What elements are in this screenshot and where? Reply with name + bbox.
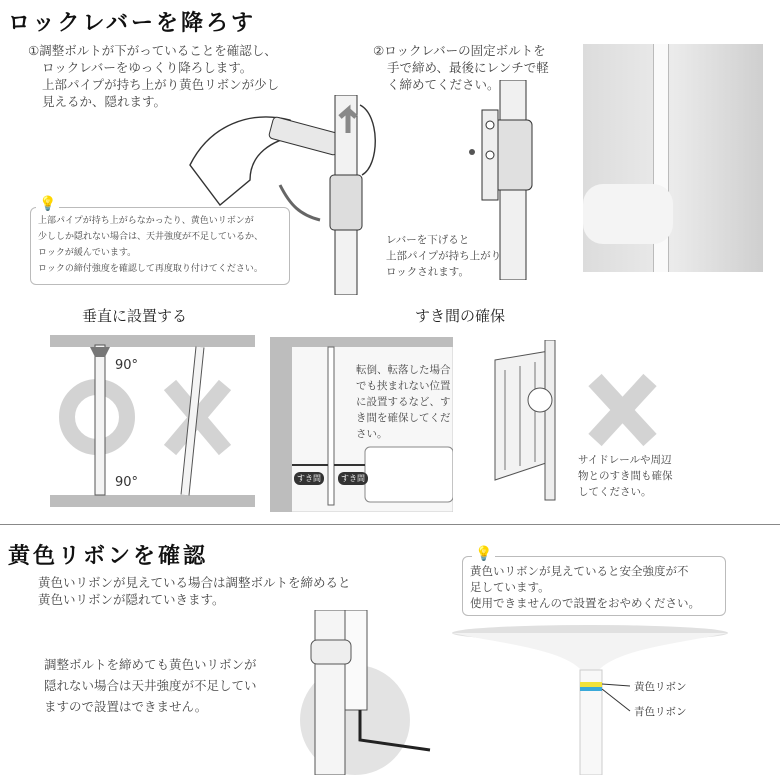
sleeve-in-photo bbox=[583, 184, 673, 244]
lock-note-line-3: ロックが緩んでいます。 bbox=[38, 248, 137, 258]
step1-line-1: ①調整ボルトが下がっていることを確認し、 bbox=[28, 43, 277, 58]
ribbon-note-line-1: 黄色いリボンが見えていると安全強度が不 bbox=[470, 564, 689, 578]
vertical-title: 垂直に設置する bbox=[82, 307, 188, 325]
hands-photo bbox=[583, 44, 763, 272]
ribbon-warning-line-3: ますので設置はできません。 bbox=[44, 699, 208, 714]
ribbon-intro-line-2: 黄色いリボンが隠れていきます。 bbox=[38, 592, 225, 607]
ribbon-warning-line-1: 調整ボルトを締めても黄色いリボンが bbox=[44, 657, 257, 672]
angle-bottom-label: 90° bbox=[115, 475, 139, 490]
step1-line-3: 上部パイプが持ち上がり黄色リボンが少し bbox=[42, 77, 280, 92]
lightbulb-icon: 💡 bbox=[36, 196, 59, 212]
gap-text bbox=[356, 362, 451, 442]
section2-title: 黄色リボンを確認 bbox=[8, 544, 209, 569]
bolt-tightening-illustration bbox=[285, 610, 445, 775]
ribbon-note-line-2: 足しています。 bbox=[470, 580, 550, 594]
step1-line-4: 見えるか、隠れます。 bbox=[42, 94, 167, 109]
section1-title: ロックレバーを降ろす bbox=[8, 11, 257, 36]
blue-ribbon-label: 青色リボン bbox=[634, 706, 687, 718]
lock-note-line-1: 上部パイプが持ち上がらなかったり、黄色いリボンが bbox=[38, 216, 254, 226]
step1-line-2: ロックレバーをゆっくり降ろします。 bbox=[42, 60, 253, 75]
gap-label-left: すき間 bbox=[294, 472, 324, 485]
step2-line-3: く締めてください。 bbox=[387, 77, 500, 92]
ribbon-check-illustration bbox=[450, 625, 740, 775]
gap-label-right: すき間 bbox=[338, 472, 368, 485]
lever-caption-line-3: ロックされます。 bbox=[386, 266, 469, 278]
lightbulb-icon-2: 💡 bbox=[472, 546, 495, 562]
gap-text-line-4: き間を確保してくだ bbox=[356, 412, 451, 424]
gap-text-line-1: 転倒、転落した場合 bbox=[356, 364, 451, 376]
gap-text-line-3: に設置するなど、す bbox=[356, 396, 451, 408]
lever-caption-line-1: レバーを下げると bbox=[386, 234, 470, 246]
lever-caption-line-2: 上部パイプが持ち上がり bbox=[386, 250, 502, 262]
step2-line-2: 手で締め、最後にレンチで軽 bbox=[387, 60, 549, 75]
yellow-ribbon-label: 黄色リボン bbox=[634, 681, 687, 693]
vertical-diagram bbox=[50, 335, 255, 510]
ribbon-intro-text bbox=[38, 574, 351, 608]
angle-top-label: 90° bbox=[115, 358, 139, 373]
ribbon-warning-text bbox=[44, 654, 257, 717]
step2-line-1: ②ロックレバーの固定ボルトを bbox=[373, 43, 546, 58]
side-rail-line-1: サイドレールや周辺 bbox=[578, 454, 672, 466]
side-rail-line-3: してください。 bbox=[578, 486, 652, 498]
lock-note-line-4: ロックの締付強度を確認して再度取り付けてください。 bbox=[38, 264, 263, 274]
section-divider bbox=[0, 524, 780, 525]
ribbon-note-text bbox=[470, 563, 700, 611]
gap-text-line-5: さい。 bbox=[356, 428, 388, 440]
lever-caption bbox=[386, 232, 501, 280]
side-rail-text bbox=[578, 452, 673, 500]
lock-note-line-2: 少ししか隠れない場合は、天井強度が不足しているか、 bbox=[38, 232, 264, 242]
side-rail-line-2: 物とのすき間も確保 bbox=[578, 470, 673, 482]
gap-text-line-2: でも挟まれない位置 bbox=[356, 380, 451, 392]
gap-title: すき間の確保 bbox=[415, 307, 506, 325]
ribbon-note-line-3: 使用できませんので設置をおやめください。 bbox=[470, 596, 700, 610]
lock-note-text bbox=[38, 213, 263, 277]
ribbon-warning-line-2: 隠れない場合は天井強度が不足してい bbox=[44, 678, 257, 693]
ribbon-intro-line-1: 黄色いリボンが見えている場合は調整ボルトを締めると bbox=[38, 575, 351, 590]
